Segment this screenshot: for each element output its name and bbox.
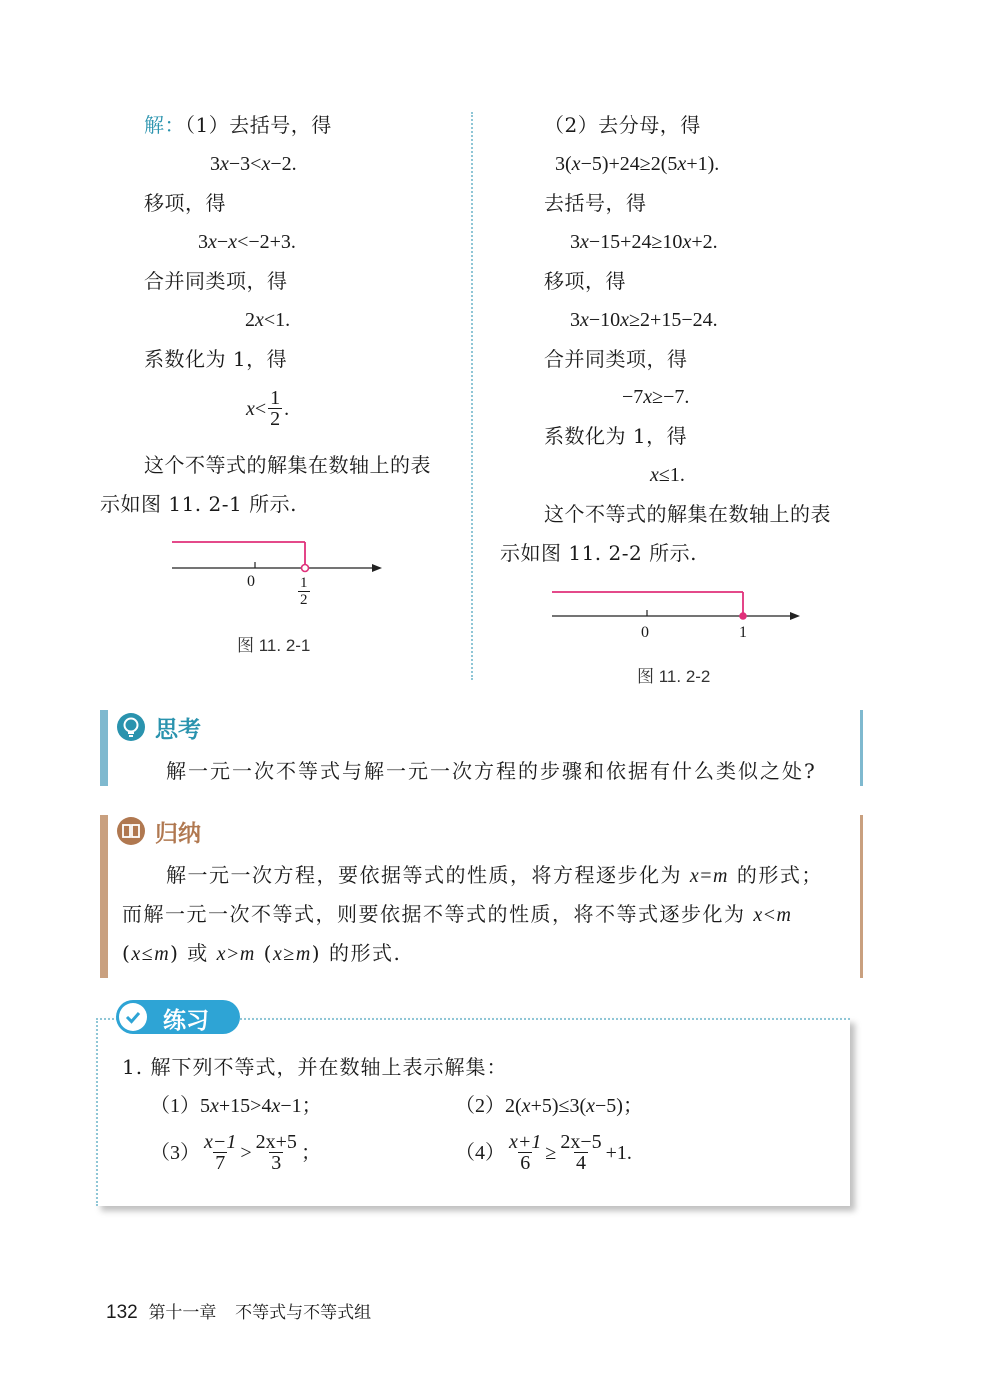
- right-conclusion-2: 示如图 11. 2-2 所示.: [500, 541, 697, 565]
- right-eq3: 3x−10x≥2+15−24.: [570, 309, 718, 331]
- fig2-one-label: 1: [739, 624, 747, 641]
- fig1-zero-label: 0: [247, 573, 255, 590]
- left-eq3: 2x<1.: [245, 309, 291, 331]
- left-conclusion-1: 这个不等式的解集在数轴上的表: [144, 453, 431, 477]
- number-line-figure-1: [160, 530, 400, 615]
- summary-line-3: (x≤m) 或 x>m (x≥m) 的形式.: [122, 941, 402, 965]
- fig2-zero-label: 0: [641, 624, 649, 641]
- column-divider: [471, 112, 473, 680]
- right-step2: 去括号，得: [544, 191, 647, 215]
- right-step1: （2）去分母，得: [544, 113, 701, 137]
- left-step4: 系数化为 1，得: [144, 347, 288, 371]
- right-step3: 移项，得: [544, 269, 626, 293]
- closed-point: [739, 612, 747, 620]
- left-conclusion-2: 示如图 11. 2-1 所示.: [100, 492, 297, 516]
- lightbulb-icon: [116, 712, 146, 742]
- right-eq2: 3x−15+24≥10x+2.: [570, 231, 718, 253]
- fig1-caption: 图 11. 2-1: [237, 636, 311, 655]
- practice-part-3: （3） $\frac{x-1}{7}$ > $\frac{2x+5}{3}$ ；: [150, 1131, 321, 1174]
- practice-part-1: （1）5x+15>4x−1；: [150, 1095, 322, 1117]
- practice-question-1: 1. 解下列不等式，并在数轴上表示解集：: [122, 1055, 508, 1079]
- think-text: 解一元一次不等式与解一元一次方程的步骤和依据有什么类似之处?: [166, 759, 817, 783]
- right-step4: 合并同类项，得: [544, 347, 688, 371]
- page-number: 132: [106, 1302, 138, 1323]
- fig2-caption: 图 11. 2-2: [637, 667, 711, 686]
- summary-line-1: 解一元一次方程，要依据等式的性质，将方程逐步化为 x=m 的形式；: [166, 863, 823, 887]
- solution-label: 解：: [144, 113, 185, 137]
- right-conclusion-1: 这个不等式的解集在数轴上的表: [544, 502, 831, 526]
- practice-header: [116, 1000, 240, 1034]
- right-eq1: 3(x−5)+24≥2(5x+1).: [555, 153, 720, 175]
- number-line-figure-2: [540, 580, 810, 630]
- page-footer: [106, 1298, 371, 1324]
- right-eq5: x≤1.: [650, 464, 685, 486]
- left-eq4: x < $\frac{1}{2}$ .: [246, 387, 290, 430]
- left-step2: 移项，得: [144, 191, 226, 215]
- open-point: [302, 565, 309, 572]
- practice-title: 练习: [163, 1008, 209, 1034]
- summary-title: 归纳: [155, 821, 201, 847]
- fig1-half-label: $\frac{1}{2}$: [300, 575, 308, 608]
- chapter-title: 不等式与不等式组: [235, 1303, 372, 1322]
- right-step5: 系数化为 1，得: [544, 424, 688, 448]
- summary-line-2: 而解一元一次不等式，则要依据不等式的性质，将不等式逐步化为 x<m: [122, 902, 793, 926]
- practice-part-4: （4） $\frac{x+1}{6}$ ≥ $\frac{2x-5}{4}$ +1.: [455, 1131, 632, 1174]
- right-eq4: −7x≥−7.: [622, 386, 690, 408]
- practice-part-2: （2）2(x+5)≤3(x−5)；: [455, 1095, 643, 1117]
- left-step1: 解：（1）去括号，得: [144, 113, 332, 137]
- chapter-label: 第十一章: [148, 1303, 217, 1322]
- axis-arrow: [372, 564, 382, 572]
- left-eq2: 3x−x<−2+3.: [198, 231, 296, 253]
- left-step3: 合并同类项，得: [144, 269, 288, 293]
- axis-arrow: [790, 612, 800, 620]
- book-icon: [116, 816, 146, 846]
- left-eq1: 3x−3<x−2.: [210, 153, 297, 175]
- think-title: 思考: [155, 717, 201, 743]
- check-icon: [119, 1003, 147, 1031]
